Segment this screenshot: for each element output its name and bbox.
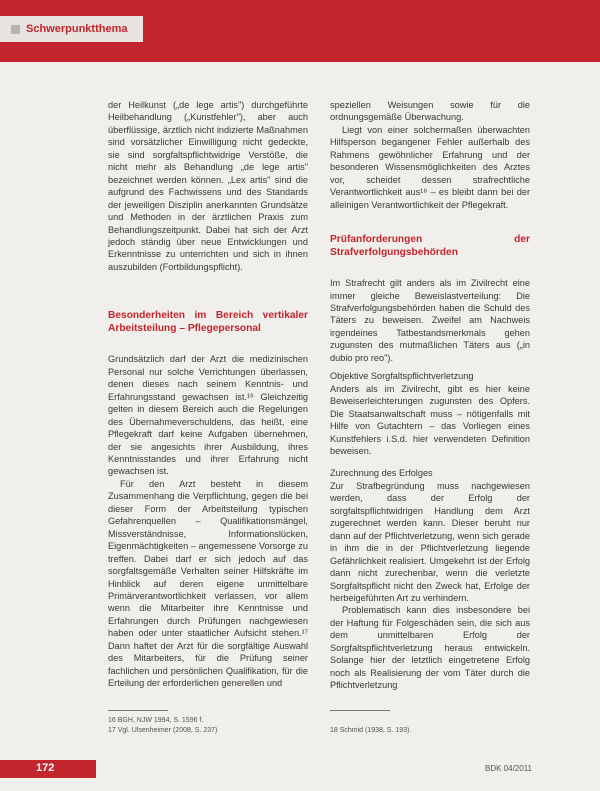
subheading: Objektive Sorgfaltspflichtverletzung xyxy=(330,371,474,382)
section-label: Schwerpunktthema xyxy=(26,23,128,35)
section-square-icon xyxy=(11,25,20,34)
paragraph: Für den Arzt besteht in diesem Zusammenhang die Verpflichtung, gegen die bei dieser Form der Arbeitsteilung typischen Gefahrenquellen – Qualifikationsmängel, Missverständnisse, Informationslücken, Eigenmächtigkeiten – angemessene Vorsorge zu treffen. Dabei darf er sich jedoch auf das sorgfaltsgemäße Verhalten seiner Hilfskräfte im Hinblick auf deren eigene unmittelbare Primärverantwortlichkeit verlassen, vor allem wenn die Mitarbeiter ihre Kenntnisse und Erfahrungen durch Prüfungen nachgewiesen haben oder unter staatlicher Aufsicht stehen.¹⁷ Dann haftet der Arzt für die sorgfältige Auswahl des Mitarbeiters, für die Prüfung seiner fachlichen und persönlichen Qualifikation, für die Erteilung der erforderlichen generellen und xyxy=(108,478,308,689)
paragraph: Im Strafrecht gilt anders als im Zivilrecht eine immer gleiche Beweislastverteilung: Die Strafverfolgungsbehörden haben die Schuld des Täters zu beweisen. Zweifel am Nachweis irgendeines Tatbestandsmerkmals gehen zugunsten des mutmaßlichen Täters aus („in dubio pro reo"). xyxy=(330,278,530,363)
paragraph: Anders als im Zivilrecht, gibt es hier keine Beweiserleichterungen zugunsten des Opfers. Die Staatsanwaltschaft muss – nötigenfalls mit Hilfe von Gutachtern – das Vorliegen eines Kunstfehlers i.S.d. hier verwendeten Definition beweisen. xyxy=(330,383,530,456)
page-footer xyxy=(0,760,600,778)
left-column xyxy=(108,99,308,690)
paragraph: Zur Strafbegründung muss nachgewiesen werden, dass der Erfolg der sorgfaltspflichtwidrigen Handlung dem Arzt zugerechnet werden kann. Dieser beruht nur dann auf der Pflichtverletzung, wenn sich gerade in ihm die in der Pflichtverletzung liegende Gefährlichkeit realisiert. Umgekehrt ist der Erfolg dann nicht zurechenbar, wenn die verletzte Sorgfaltspflicht nicht den Zweck hat, Erfolge der herbeigeführten Art zu verhindern. xyxy=(330,480,530,603)
footnote: 16 BGH, NJW 1994, S. 1596 f. xyxy=(108,717,204,724)
right-column xyxy=(330,99,530,692)
paragraph: der Heilkunst („de lege artis") durchgeführte Heilbehandlung („Kunstfehler"), aber auch überflüssige, ärztlich nicht indizierte Maßnahmen sind vorsätzlicher Einwilligung nicht gedeckte, sie sind sorgfaltspflichtwidrige Verstöße, die nicht mehr als Behandlung „de lege artis" bezeichnet werden können. „Lex artis" sind die aufgrund des Fachwissens und des Standards der jeweiligen Disziplin anerkannten Grundsätze und Methoden in der ärztlichen Praxis zum Behandlungszeitpunkt. Dabei hat sich der Arzt jedoch ständig über neue Entwicklungen und Erkenntnisse zu unterrichten und sich in ihnen auszubilden (Fortbildungspflicht). xyxy=(108,100,308,272)
footnote-rule xyxy=(108,710,168,711)
paragraph: Liegt von einer solchermaßen überwachten Hilfsperson begangener Fehler außerhalb des Rahmens gewöhnlicher Erfahrung und der besonderen Wissensmöglichkeiten des Arztes vor, scheidet dessen strafrechtliche Verantwortlichkeit aus¹⁸ – es bleibt dann bei der alleinigen Verantwortlichkeit der Pflegekraft. xyxy=(330,124,530,210)
paragraph: Grundsätzlich darf der Arzt die medizinischen Personal nur solche Verrichtungen überlassen, denen dieses nach seinem Kenntnis- und Erfahrungsstand gewachsen ist.¹⁶ Gleichzeitig gelten in diesem Bereich auch die Regelungen des Übernahmeverschuldens, das heißt, eine Pflegekraft darf keine Aufgaben übernehmen, der sie angesichts ihrer Ausbildung, ihres Kenntnisstandes und ihrer Erfahrung nicht gewachsen ist. xyxy=(108,354,308,477)
page-number: 172 xyxy=(36,762,55,774)
subheading: Zurechnung des Erfolges xyxy=(330,468,433,479)
section-heading: Besonderheiten im Bereich vertikaler Arbeitsteilung – Pflegepersonal xyxy=(108,310,308,335)
section-tab xyxy=(0,16,143,42)
footnote-rule xyxy=(330,710,390,711)
issue-label: BDK 04/2011 xyxy=(485,764,532,773)
paragraph: speziellen Weisungen sowie für die ordnungsgemäße Überwachung. xyxy=(330,100,530,123)
paragraph: Problematisch kann dies insbesondere bei der Haftung für Folgeschäden sein, die sich aus dem unmittelbaren Erfolg der Sorgfaltspflichtverletzung heraus entwickeln. Solange hier der letztlich eingetretene Erfolg noch als Realisierung der vom Täter durch die Pflichtverletzung xyxy=(330,605,530,691)
footnote: 17 Vgl. Ulsenheimer (2008, S. 237) xyxy=(108,727,218,734)
footnote: 18 Schmid (1938, S. 193). xyxy=(330,727,412,734)
section-heading: Prüfanforderungen der Strafverfolgungsbehörden xyxy=(330,234,530,259)
